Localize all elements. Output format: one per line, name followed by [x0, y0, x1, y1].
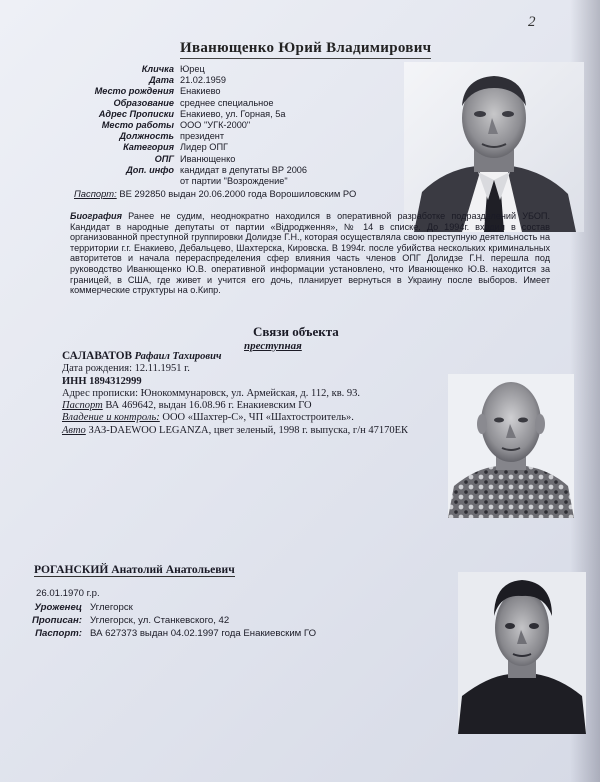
- person2-inn: ИНН 1894312999: [62, 375, 142, 387]
- passport-value: ВЕ 292850 выдан 20.06.2000 года Ворошиловским РО: [119, 188, 357, 199]
- person3-name: РОГАНСКИЙ Анатолий Анатольевич: [34, 563, 235, 576]
- field-row: Адрес Прописки Енакиево, ул. Горная, 5а: [98, 108, 286, 119]
- field-row: Паспорт: ВА 627373 выдан 04.02.1997 года Енакиевским ГО: [35, 628, 317, 639]
- person3-photo: [458, 572, 586, 734]
- subject-photo: [404, 62, 584, 232]
- biography-text: Ранее не судим, неоднократно находился в оперативной разработке подразделений УБОП. Кандидат в народные депутаты от партии «Відродження», № 14 в списке. До 1994г. входил в состав организованной преступной группировки Долидзе Г.Н., которая осуществляла свою преступную деятельность на территории г.г. Енакиево, Дебальцево, Шахтерска, Кировска. В 1994г. после убийства нескольких криминальных авторитетов и начала перераспределения сфер влияния часть членов ОПГ Долидзе Г.Н. перешла под руководство Иванющенко Ю.В. оперативной информации установлено, что Иванющенко Ю.В. находится за границей, в США, где живет и учится его дочь, планирует вернуться в Украину после выборов. Имеет коммерческие структуры на о.Кипр.: [70, 211, 550, 296]
- page-number: 2: [528, 14, 536, 30]
- person2-name: САЛАВАТОВ Рафаил Тахирович: [62, 350, 222, 362]
- field-row: ОПГ Иванющенко: [154, 153, 236, 164]
- subject-title: [180, 40, 431, 59]
- field-row: Кличка Юрец: [141, 64, 205, 74]
- person2-auto: Авто ЗАЗ-DAEWOO LEGANZA, цвет зеленый, 1998 г. выпуска, г/н 47170ЕК: [62, 424, 409, 436]
- person2-address: Адрес прописки: Юнокоммунаровск, ул. Армейская, д. 112, кв. 93.: [62, 387, 361, 399]
- person2-block: [62, 350, 436, 437]
- biography-label: Биография: [70, 211, 122, 221]
- person2-portrait-image: [448, 374, 574, 518]
- field-row: Доп. инфо кандидат в депутаты ВР 2006: [126, 164, 308, 175]
- field-row: Должность президент: [119, 131, 225, 142]
- subject-biography: [70, 211, 550, 296]
- passport-label: Паспорт:: [74, 188, 117, 199]
- field-row: Прописан: Углегорск, ул. Станкевского, 42: [31, 615, 230, 626]
- connections-subtitle: преступная: [244, 340, 302, 352]
- field-row: Образование среднее специальное: [113, 97, 274, 108]
- subject-given-name: Юрий Владимирович: [278, 40, 432, 56]
- subject-fields: [40, 64, 400, 187]
- field-row: Категория Лидер ОПГ: [123, 142, 229, 153]
- field-row: от партии "Возрождение": [180, 175, 288, 186]
- person3-fields: [30, 601, 316, 640]
- subject-portrait-image: [404, 62, 584, 232]
- field-row: Место работы ООО "УГК-2000": [101, 119, 251, 130]
- field-row: Место рождения Енакиево: [94, 86, 221, 97]
- person3-dob: 26.01.1970 г.р.: [36, 588, 100, 599]
- field-row: Дата 21.02.1959: [148, 75, 226, 86]
- person2-photo: [448, 374, 574, 518]
- person2-passport: Паспорт ВА 469642, выдан 16.08.96 г. Енакиевским ГО: [62, 400, 312, 412]
- person2-dob: Дата рождения: 12.11.1951 г.: [62, 363, 190, 375]
- field-row: Уроженец Углегорск: [34, 602, 133, 613]
- subject-passport: [74, 188, 356, 199]
- person3-portrait-image: [458, 572, 586, 734]
- subject-surname: Иванющенко: [180, 40, 275, 56]
- connections-title: Связи объекта: [253, 324, 339, 339]
- person2-ownership: Владение и контроль: ООО «Шахтер-С», ЧП «Шахтостроитель».: [62, 412, 354, 424]
